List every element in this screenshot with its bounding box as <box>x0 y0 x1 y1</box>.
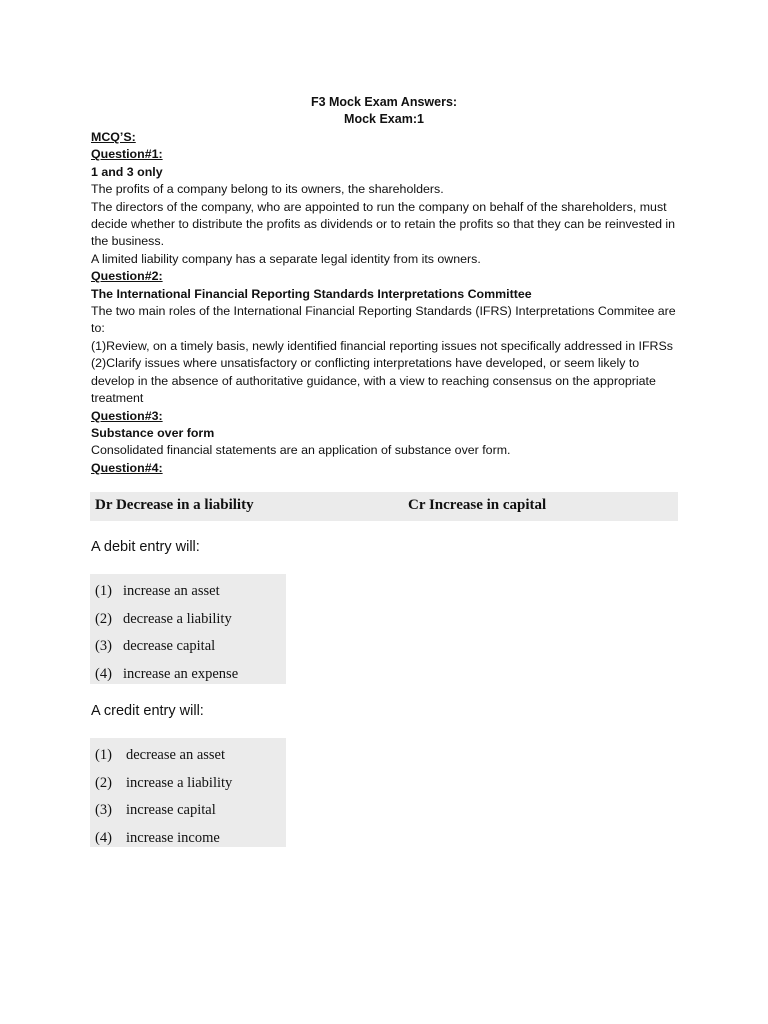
list-item: (1) decrease an asset <box>95 747 226 763</box>
list-item: (3) increase capital <box>95 802 216 819</box>
debit-intro: A debit entry will: <box>91 539 200 555</box>
question-1-answer: 1 and 3 only <box>91 164 163 179</box>
document-title: F3 Mock Exam Answers: <box>310 95 458 109</box>
question-1-heading: Question#1: <box>91 147 163 162</box>
question-2-line: The two main roles of the International Financial Reporting Standards (IFRS) Interpretations Commitee are to: <box>91 304 676 336</box>
list-item: (3) decrease capital <box>95 638 216 655</box>
question-1-line: A limited liability company has a separate legal identity from its owners. <box>91 251 481 266</box>
question-3-heading: Question#3: <box>91 408 163 423</box>
debit-entry-label: Dr Decrease in a liability <box>95 497 254 513</box>
question-2-line: (1)Review, on a timely basis, newly identified financial reporting issues not specifically addressed in IFRSs <box>91 338 673 353</box>
credit-rules-box <box>90 738 286 847</box>
debit-rules-box <box>90 574 286 684</box>
question-4-heading: Question#4: <box>91 460 163 475</box>
question-2-line: (2)Clarify issues where unsatisfactory or conflicting interpretations have developed, or seem likely to develop in the absence of authoritative guidance, with a view to reaching consensus on the appropriate treatment <box>91 356 656 406</box>
credit-intro: A credit entry will: <box>91 703 204 719</box>
dr-cr-entry-bar <box>90 492 678 521</box>
question-1-line: The profits of a company belong to its owners, the shareholders. <box>91 182 444 197</box>
question-3-line: Consolidated financial statements are an application of substance over form. <box>91 443 511 458</box>
list-item: (4) increase an expense <box>95 665 239 682</box>
list-item: (4) increase income <box>95 829 220 846</box>
answers-body <box>91 129 681 477</box>
mcqs-heading: MCQ’S: <box>91 130 136 144</box>
question-1-line: The directors of the company, who are appointed to run the company on behalf of the shareholders, must decide whether to distribute the profits as dividends or to retain the profits so that they can be reinvested in the business. <box>91 199 676 249</box>
question-3-answer: Substance over form <box>91 425 215 440</box>
list-item: (1) increase an asset <box>95 583 220 599</box>
list-item: (2) decrease a liability <box>95 610 232 627</box>
question-2-heading: Question#2: <box>91 269 163 284</box>
document-subtitle: Mock Exam:1 <box>344 112 424 126</box>
list-item: (2) increase a liability <box>95 774 233 791</box>
credit-entry-label: Cr Increase in capital <box>408 497 547 513</box>
question-2-answer: The International Financial Reporting Standards Interpretations Committee <box>91 286 532 301</box>
